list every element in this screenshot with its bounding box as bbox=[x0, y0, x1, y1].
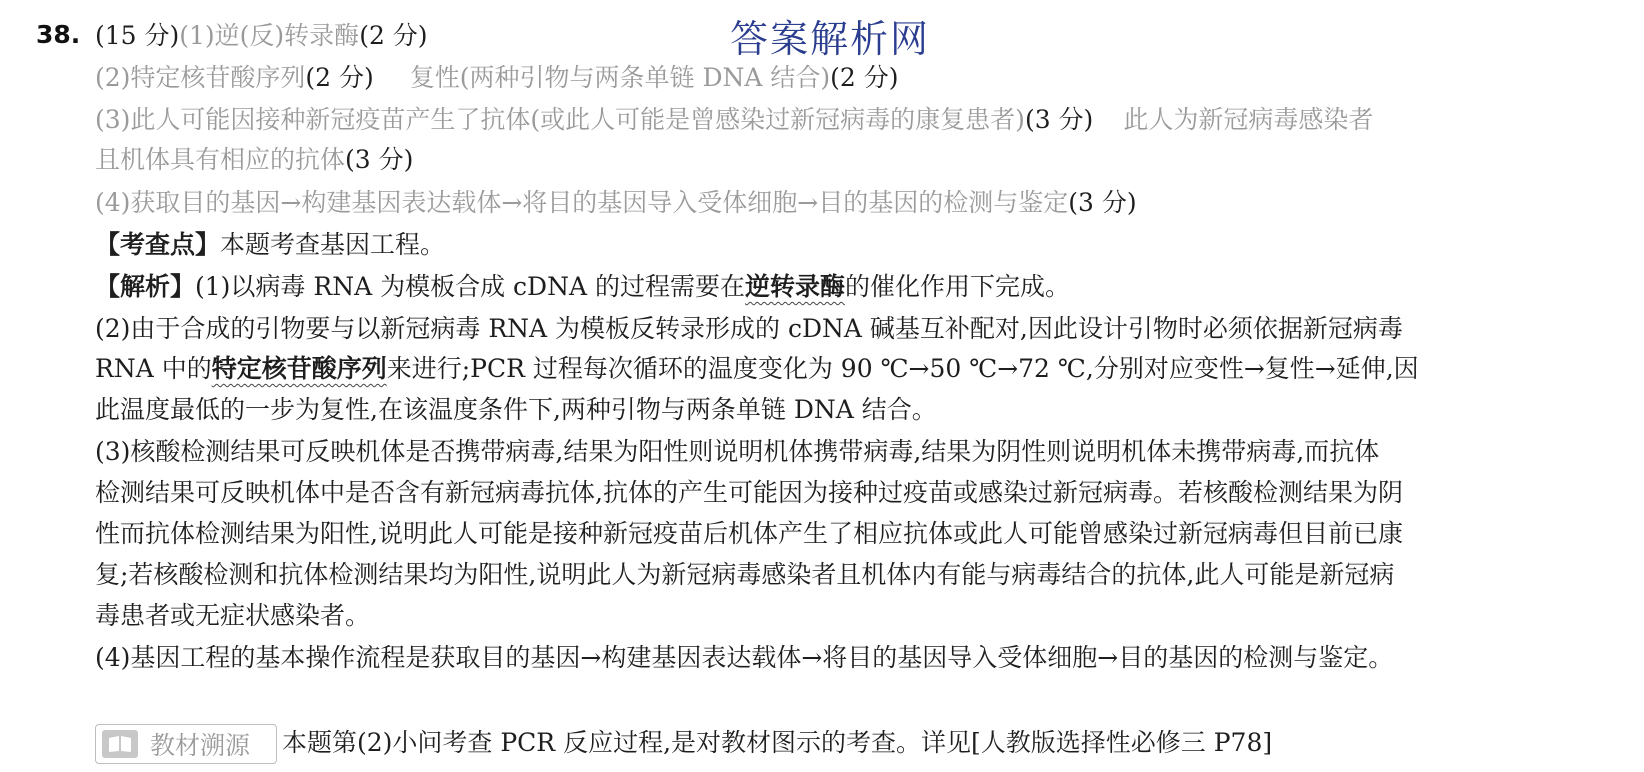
source-badge bbox=[95, 724, 277, 764]
answer-2b: 复性(两种引物与两条单链 DNA 结合) bbox=[409, 63, 831, 92]
jiexi-p3-line-5: 毒患者或无症状感染者。 bbox=[95, 601, 371, 630]
source-text: 本题第(2)小问考查 PCR 反应过程,是对教材图示的考查。详见[人教版选择性必修三 P78] bbox=[282, 728, 1273, 757]
jiexi-p2-key: 特定核苷酸序列 bbox=[211, 354, 387, 383]
jiexi-p1-a: (1)以病毒 RNA 为模板合成 cDNA 的过程需要在 bbox=[195, 272, 745, 301]
jiexi-p2-line-2 bbox=[95, 353, 1419, 385]
jiexi-p2-line-1: (2)由于合成的引物要与以新冠病毒 RNA 为模板反转录形成的 cDNA 碱基互补配对,因此设计引物时必须依据新冠病毒 bbox=[95, 314, 1403, 343]
kaochadian-label: 【考查点】 bbox=[95, 230, 221, 259]
answer-line-4 bbox=[95, 144, 413, 176]
answer-4-score: (3 分) bbox=[1068, 188, 1137, 217]
answer-2b-score: (2 分) bbox=[830, 63, 899, 92]
watermark: 答案解析网 bbox=[730, 17, 931, 61]
answer-1: (1)逆(反)转录酶 bbox=[179, 21, 360, 50]
answer-3a-score: (3 分) bbox=[1024, 105, 1094, 134]
total-score: (15 分) bbox=[95, 21, 180, 50]
jiexi-p3-line-1: (3)核酸检测结果可反映机体是否携带病毒,结果为阳性则说明机体携带病毒,结果为阴性则说明机体未携带病毒,而抗体 bbox=[95, 437, 1380, 466]
answer-3b: 此人为新冠病毒感染者 bbox=[1123, 105, 1374, 134]
source-label: 教材溯源 bbox=[150, 731, 251, 760]
answer-1-score: (2 分) bbox=[359, 21, 428, 50]
answer-2a: (2)特定核苷酸序列 bbox=[95, 63, 306, 92]
jiexi-p4-line: (4)基因工程的基本操作流程是获取目的基因→构建基因表达载体→将目的基因导入受体细胞→目的基因的检测与鉴定。 bbox=[95, 643, 1394, 672]
answer-line-2 bbox=[95, 62, 899, 94]
jiexi-p2-l2-b: 来进行;PCR 过程每次循环的温度变化为 90 ℃→50 ℃→72 ℃,分别对应变性→复性→延伸,因 bbox=[386, 354, 1419, 383]
jiexi-p2-l2-a: RNA 中的 bbox=[95, 354, 212, 383]
answer-line-1 bbox=[95, 20, 428, 52]
kaochadian-line bbox=[95, 229, 445, 261]
jiexi-label: 【解析】 bbox=[95, 272, 196, 301]
answer-line-5 bbox=[95, 187, 1137, 219]
answer-3a: (3)此人可能因接种新冠疫苗产生了抗体(或此人可能是曾感染过新冠病毒的康复患者) bbox=[95, 105, 1025, 134]
jiexi-p1-key: 逆转录酶 bbox=[744, 272, 845, 301]
question-number: 38. bbox=[36, 20, 81, 49]
book-icon bbox=[102, 730, 138, 758]
jiexi-p3-line-2: 检测结果可反映机体中是否含有新冠病毒抗体,抗体的产生可能因为接种过疫苗或感染过新冠病毒。若核酸检测结果为阴 bbox=[95, 478, 1403, 507]
jiexi-p2-line-3: 此温度最低的一步为复性,在该温度条件下,两种引物与两条单链 DNA 结合。 bbox=[95, 395, 937, 424]
jiexi-p3-line-3: 性而抗体检测结果为阳性,说明此人可能是接种新冠疫苗后机体产生了相应抗体或此人可能曾感染过新冠病毒但目前已康 bbox=[95, 519, 1403, 548]
answer-3b-cont: 且机体具有相应的抗体 bbox=[95, 145, 346, 174]
kaochadian-text: 本题考查基因工程。 bbox=[220, 230, 446, 259]
jiexi-p1-b: 的催化作用下完成。 bbox=[844, 272, 1070, 301]
answer-4: (4)获取目的基因→构建基因表达载体→将目的基因导入受体细胞→目的基因的检测与鉴定 bbox=[95, 188, 1069, 217]
answer-2a-score: (2 分) bbox=[305, 63, 374, 92]
answer-3b-score: (3 分) bbox=[345, 145, 414, 174]
jiexi-line-1 bbox=[95, 271, 1070, 303]
answer-line-3 bbox=[95, 104, 1373, 136]
jiexi-p3-line-4: 复;若核酸检测和抗体检测结果均为阳性,说明此人为新冠病毒感染者且机体内有能与病毒结合的抗体,此人可能是新冠病 bbox=[95, 560, 1395, 589]
